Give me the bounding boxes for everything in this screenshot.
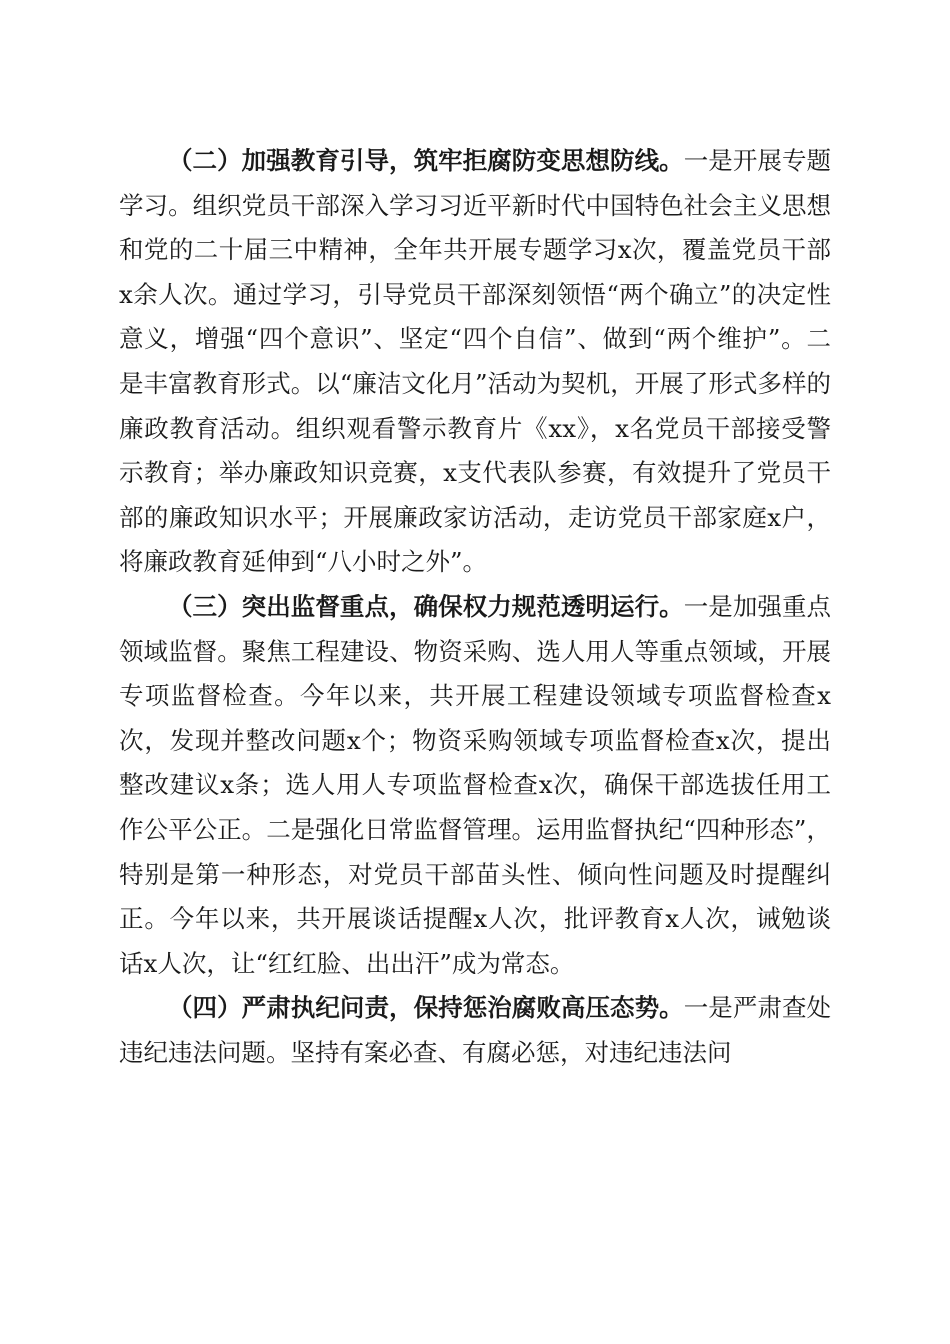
section-text-supervision: 一是加强重点领域监督。聚焦工程建设、物资采购、选人用人等重点领域，开展专项监督检查。今年以来，共开展工程建设领域专项监督检查x次，发现并整改问题x个；物资采购领域专项监督检查x次，提出整改建议x条；选人用人专项监督检查x次，确保干部选拔任用工作公平公正。二是强化日常监督管理。运用监督执纪“四种形态”，特别是第一种形态，对党员干部苗头性、倾向性问题及时提醒纠正。今年以来，共开展谈话提醒x人次，批评教育x人次，诫勉谈话x人次，让“红红脸、出出汗”成为常态。 bbox=[119, 591, 832, 978]
section-heading-education: （二）加强教育引导，筑牢拒腐防变思想防线。 bbox=[168, 146, 684, 175]
document-body bbox=[119, 139, 831, 1075]
paragraph-discipline bbox=[119, 986, 831, 1075]
section-heading-discipline: （四）严肃执纪问责，保持惩治腐败高压态势。 bbox=[168, 993, 684, 1023]
section-text-education: 一是开展专题学习。组织党员干部深入学习习近平新时代中国特色社会主义思想和党的二十届三中精神，全年共开展专题学习x次，覆盖党员干部x余人次。通过学习，引导党员干部深刻领悟“两个确立”的决定性意义，增强“四个意识”、坚定“四个自信”、做到“两个维护”。二是丰富教育形式。以“廉洁文化月”活动为契机，开展了形式多样的廉政教育活动。组织观看警示教育片《xx》，x名党员干部接受警示教育；举办廉政知识竞赛，x支代表队参赛，有效提升了党员干部的廉政知识水平；开展廉政家访活动，走访党员干部家庭x户，将廉政教育延伸到“八小时之外”。 bbox=[119, 146, 832, 577]
section-text-discipline: 一是严肃查处违纪违法问题。坚持有案必查、有腐必惩，对违纪违法问 bbox=[119, 993, 832, 1067]
paragraph-supervision bbox=[119, 585, 831, 986]
paragraph-education bbox=[119, 139, 831, 585]
section-heading-supervision: （三）突出监督重点，确保权力规范透明运行。 bbox=[168, 591, 684, 621]
